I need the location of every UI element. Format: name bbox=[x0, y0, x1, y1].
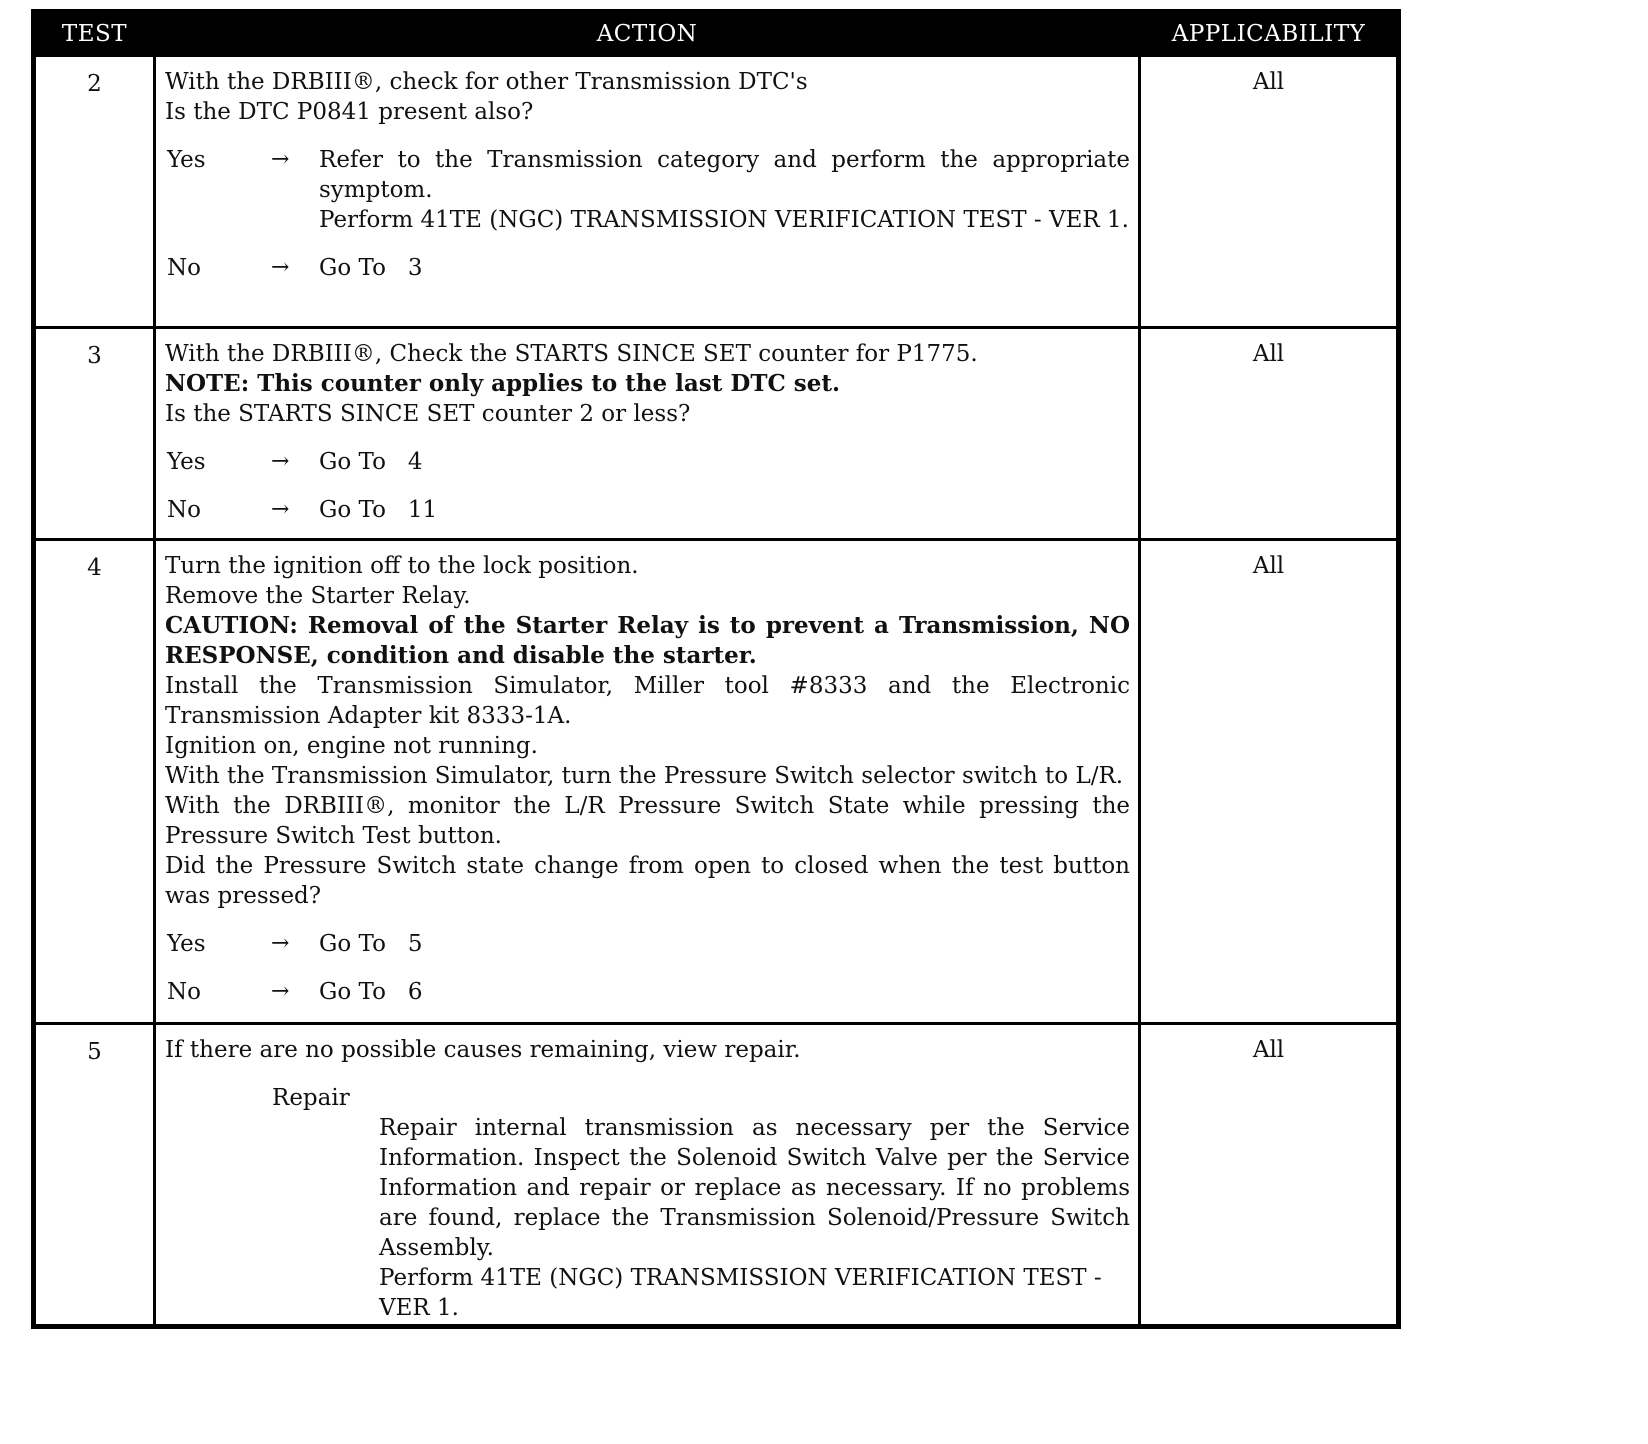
repair-text: Repair internal transmission as necessary per the Service Information. Inspect the Solenoid Switch Valve per the Service Information and repair or replace as necessary. If no problems are found, replace the Transmission Solenoid/Pressure Switch Assembly. bbox=[379, 1115, 1130, 1261]
header-applicability: APPLICABILITY bbox=[1141, 14, 1396, 54]
action-cell-test-3 bbox=[156, 326, 1141, 538]
header-action: ACTION bbox=[156, 14, 1141, 54]
applicability-test-5: All bbox=[1141, 1022, 1396, 1324]
action-line: If there are no possible causes remaining, view repair. bbox=[165, 1037, 801, 1063]
note-text: NOTE: This counter only applies to the last DTC set. bbox=[165, 370, 840, 397]
yes-label: Yes bbox=[167, 931, 206, 957]
no-label: No bbox=[167, 979, 201, 1005]
yes-label: Yes bbox=[167, 147, 206, 173]
arrow-icon: → bbox=[271, 931, 290, 956]
yes-result bbox=[319, 145, 1130, 235]
yes-result-line: Refer to the Transmission category and perform the appropriate symptom. bbox=[319, 147, 1130, 203]
arrow-icon: → bbox=[271, 497, 290, 522]
action-question: Is the DTC P0841 present also? bbox=[165, 99, 534, 125]
header-test: TEST bbox=[36, 14, 156, 54]
yes-branch bbox=[165, 447, 1130, 477]
yes-result: Go To 5 bbox=[319, 931, 423, 957]
applicability-test-3: All bbox=[1141, 326, 1396, 538]
action-question: Did the Pressure Switch state change from open to closed when the test button was pressed? bbox=[165, 853, 1130, 909]
no-result: Go To 3 bbox=[319, 255, 423, 281]
action-question: Is the STARTS SINCE SET counter 2 or less? bbox=[165, 401, 691, 427]
no-branch bbox=[165, 977, 1130, 1007]
yes-branch bbox=[165, 929, 1130, 959]
no-label: No bbox=[167, 497, 201, 523]
action-line: With the DRBIII®, Check the STARTS SINCE SET counter for P1775. bbox=[165, 341, 978, 367]
test-number-3: 3 bbox=[36, 326, 156, 538]
yes-branch bbox=[165, 145, 1130, 235]
yes-result-line: Perform 41TE (NGC) TRANSMISSION VERIFICATION TEST - VER 1. bbox=[319, 207, 1129, 233]
no-result: Go To 11 bbox=[319, 497, 438, 523]
action-line: Remove the Starter Relay. bbox=[165, 583, 471, 609]
test-number-4: 4 bbox=[36, 538, 156, 1022]
no-label: No bbox=[167, 255, 201, 281]
action-line: Turn the ignition off to the lock position. bbox=[165, 553, 639, 579]
no-branch bbox=[165, 495, 1130, 525]
caution-text: CAUTION: Removal of the Starter Relay is to prevent a Transmission, NO RESPONSE, condition and disable the starter. bbox=[165, 612, 1130, 669]
action-cell-test-5 bbox=[156, 1022, 1141, 1324]
repair-block bbox=[165, 1083, 1130, 1323]
arrow-icon: → bbox=[271, 147, 290, 172]
applicability-test-2: All bbox=[1141, 54, 1396, 326]
action-line: Install the Transmission Simulator, Miller tool #8333 and the Electronic Transmission Adapter kit 8333-1A. bbox=[165, 673, 1130, 729]
test-number-5: 5 bbox=[36, 1022, 156, 1324]
yes-result: Go To 4 bbox=[319, 449, 423, 475]
action-line: With the DRBIII®, monitor the L/R Pressure Switch State while pressing the Pressure Switch Test button. bbox=[165, 793, 1130, 849]
action-cell-test-2 bbox=[156, 54, 1141, 326]
arrow-icon: → bbox=[271, 979, 290, 1004]
no-result: Go To 6 bbox=[319, 979, 423, 1005]
no-branch bbox=[165, 253, 1130, 283]
diagnostic-test-table bbox=[31, 9, 1401, 1329]
action-cell-test-4 bbox=[156, 538, 1141, 1022]
test-number-2: 2 bbox=[36, 54, 156, 326]
repair-verification: Perform 41TE (NGC) TRANSMISSION VERIFICATION TEST - VER 1. bbox=[379, 1265, 1102, 1321]
arrow-icon: → bbox=[271, 449, 290, 474]
action-line: With the DRBIII®, check for other Transmission DTC's bbox=[165, 69, 808, 95]
arrow-icon: → bbox=[271, 255, 290, 280]
yes-label: Yes bbox=[167, 449, 206, 475]
action-line: With the Transmission Simulator, turn the Pressure Switch selector switch to L/R. bbox=[165, 763, 1124, 789]
applicability-test-4: All bbox=[1141, 538, 1396, 1022]
action-line: Ignition on, engine not running. bbox=[165, 733, 538, 759]
repair-label: Repair bbox=[272, 1085, 350, 1111]
